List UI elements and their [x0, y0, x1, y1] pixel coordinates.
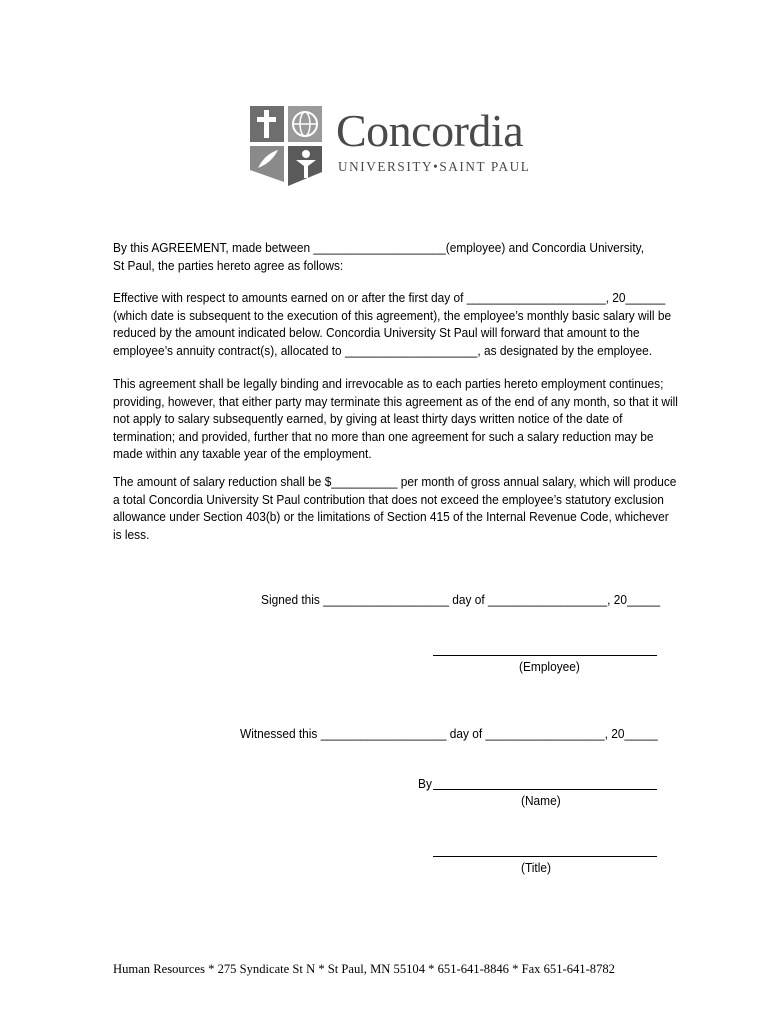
cross-icon [250, 106, 284, 142]
text-line: a total Concordia University St Paul contribution that does not exceed the employee’s statutory exclusion [113, 491, 664, 507]
text-line: allowance under Section 403(b) or the limitations of Section 415 of the Internal Revenue Code, whichever [113, 509, 669, 524]
text-line: termination; and provided, further that no more than one agreement for such a salary reduction may be [113, 428, 654, 444]
witness-title-line [433, 856, 657, 857]
quill-icon [250, 146, 284, 182]
text-line: The amount of salary reduction shall be $__________ per month of gross annual salary, which will produce [113, 474, 677, 489]
by-label: By [418, 776, 432, 791]
text-line: providing, however, that either party may terminate this agreement as of the end of any month, so that it will [113, 393, 678, 409]
witnessed-this-line: Witnessed this ___________________ day of __________________, 20_____ [240, 726, 658, 741]
logo-name: Concordia [336, 105, 524, 156]
globe-icon [288, 106, 322, 142]
text-line: Effective with respect to amounts earned on or after the first day of _____________________, 20______ [113, 290, 666, 305]
logo-subtitle: UNIVERSITY•SAINT PAUL [338, 159, 531, 174]
signed-this-line: Signed this ___________________ day of __________________, 20_____ [261, 592, 661, 607]
agreement-intro [113, 239, 645, 274]
text-line: St Paul, the parties hereto agree as follows: [113, 257, 344, 273]
name-label: (Name) [521, 793, 561, 808]
binding-agreement-paragraph [113, 375, 678, 463]
salary-reduction-paragraph [113, 473, 677, 543]
text-line: not apply to salary subsequently earned, by giving at least thirty days written notice of the date of [113, 411, 623, 426]
text-line: made within any taxable year of the employment. [113, 446, 372, 461]
title-label: (Title) [521, 860, 551, 875]
effective-date-paragraph [113, 289, 672, 359]
text-line: (which date is subsequent to the execution of this agreement), the employee’s monthly basic salary will be [113, 307, 672, 323]
text-line: reduced by the amount indicated below. Concordia University St Paul will forward that amount to the [113, 325, 640, 340]
employee-label: (Employee) [519, 659, 580, 674]
text-line: employee’s annuity contract(s), allocated to ____________________, as designated by the employee. [113, 342, 653, 358]
employee-signature-line [433, 655, 657, 656]
person-icon [288, 146, 322, 186]
text-line: By this AGREEMENT, made between ____________________(employee) and Concordia University, [113, 240, 645, 255]
witness-name-line [433, 789, 657, 790]
text-line: is less. [113, 526, 150, 542]
university-logo [244, 104, 534, 190]
text-line: This agreement shall be legally binding and irrevocable as to each parties hereto employment continues; [113, 376, 664, 391]
footer-contact: Human Resources * 275 Syndicate St N * St Paul, MN 55104 * 651-641-8846 * Fax 651-641-8782 [113, 962, 615, 976]
